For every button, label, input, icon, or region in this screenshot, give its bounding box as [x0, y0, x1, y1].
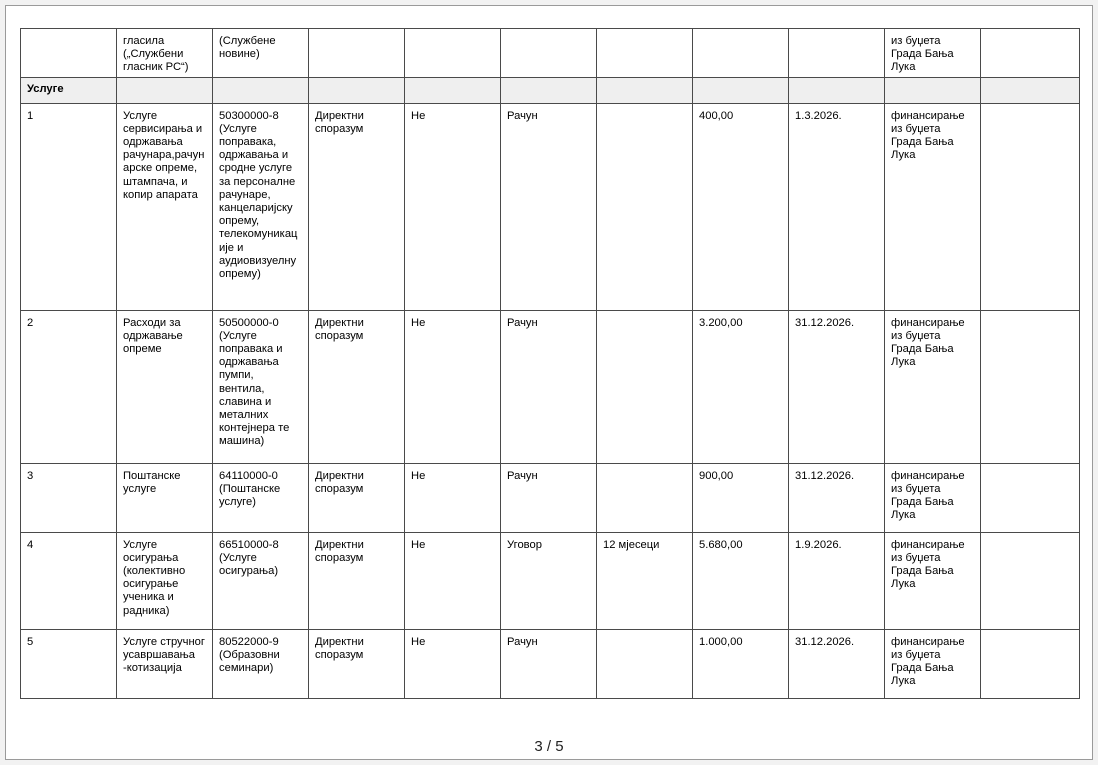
- cell-framework: Не: [405, 310, 501, 463]
- cell-note: [981, 463, 1080, 532]
- cell-num: 3: [21, 463, 117, 532]
- cell-name: Услуге стручног усавршавања -котизација: [117, 629, 213, 698]
- cell-name: Услуге сервисирања и одржавања рачунара,рачунарске опреме, штампача, и копир апарата: [117, 103, 213, 310]
- cell-code: (Службене новине): [213, 29, 309, 78]
- cell-funding: финансирање из буџета Града Бања Лука: [885, 463, 981, 532]
- cell-value: 5.680,00: [693, 532, 789, 629]
- cell-name: гласила („Службени гласник РС“): [117, 29, 213, 78]
- cell-start-date: 1.3.2026.: [789, 103, 885, 310]
- section-label: Услуге: [21, 77, 117, 103]
- cell-procedure: Директни споразум: [309, 310, 405, 463]
- cell-num: [21, 29, 117, 78]
- cell-code: 64110000-0 (Поштанске услуге): [213, 463, 309, 532]
- table-row: [21, 463, 1080, 532]
- cell-note: [981, 103, 1080, 310]
- table-row: [21, 310, 1080, 463]
- cell-note: [981, 29, 1080, 78]
- cell-start-date: 31.12.2026.: [789, 310, 885, 463]
- cell-code: 50500000-0 (Услуге поправака и одржавања пумпи, вентила, славина и металних контејнера те машина): [213, 310, 309, 463]
- cell-value: 1.000,00: [693, 629, 789, 698]
- procurement-plan-table: [20, 28, 1080, 699]
- cell-contract-type: Уговор: [501, 532, 597, 629]
- cell-duration: [597, 29, 693, 78]
- cell-funding: финансирање из буџета Града Бања Лука: [885, 532, 981, 629]
- cell-framework: Не: [405, 463, 501, 532]
- cell-duration: [597, 629, 693, 698]
- cell-procedure: Директни споразум: [309, 532, 405, 629]
- cell-start-date: 31.12.2026.: [789, 463, 885, 532]
- cell-funding: финансирање из буџета Града Бања Лука: [885, 310, 981, 463]
- cell-code: 50300000-8 (Услуге поправака, одржавања и сродне услуге за персоналне рачунаре, канцеларијску опрему, телекомуникације и аудиовизуелну опрему): [213, 103, 309, 310]
- table-row: [21, 532, 1080, 629]
- cell-name: Услуге осигурања (колективно осигурање ученика и радника): [117, 532, 213, 629]
- cell-procedure: [309, 29, 405, 78]
- cell-procedure: Директни споразум: [309, 463, 405, 532]
- cell-framework: [405, 29, 501, 78]
- cell-num: 1: [21, 103, 117, 310]
- cell-duration: 12 мјесеци: [597, 532, 693, 629]
- cell-name: Расходи за одржавање опреме: [117, 310, 213, 463]
- cell-contract-type: [501, 29, 597, 78]
- cell-framework: Не: [405, 629, 501, 698]
- document-page: [5, 5, 1093, 760]
- cell-note: [981, 532, 1080, 629]
- cell-contract-type: Рачун: [501, 629, 597, 698]
- cell-value: 3.200,00: [693, 310, 789, 463]
- cell-num: 2: [21, 310, 117, 463]
- cell-code: 80522000-9 (Образовни семинари): [213, 629, 309, 698]
- cell-note: [981, 629, 1080, 698]
- cell-contract-type: Рачун: [501, 103, 597, 310]
- cell-num: 4: [21, 532, 117, 629]
- section-row-services: [21, 77, 1080, 103]
- cell-name: Поштанске услуге: [117, 463, 213, 532]
- cell-value: 900,00: [693, 463, 789, 532]
- cell-contract-type: Рачун: [501, 463, 597, 532]
- cell-procedure: Директни споразум: [309, 629, 405, 698]
- table-row: [21, 629, 1080, 698]
- cell-value: [693, 29, 789, 78]
- cell-funding: финансирање из буџета Града Бања Лука: [885, 103, 981, 310]
- cell-num: 5: [21, 629, 117, 698]
- cell-value: 400,00: [693, 103, 789, 310]
- cell-note: [981, 310, 1080, 463]
- table-row: [21, 103, 1080, 310]
- cell-duration: [597, 103, 693, 310]
- cell-start-date: 31.12.2026.: [789, 629, 885, 698]
- table-row-continuation: [21, 29, 1080, 78]
- cell-funding: финансирање из буџета Града Бања Лука: [885, 629, 981, 698]
- cell-framework: Не: [405, 103, 501, 310]
- cell-procedure: Директни споразум: [309, 103, 405, 310]
- page-indicator: 3 / 5: [534, 738, 564, 755]
- cell-framework: Не: [405, 532, 501, 629]
- cell-funding: из буџета Града Бања Лука: [885, 29, 981, 78]
- cell-contract-type: Рачун: [501, 310, 597, 463]
- cell-start-date: 1.9.2026.: [789, 532, 885, 629]
- cell-code: 66510000-8 (Услуге осигурања): [213, 532, 309, 629]
- cell-duration: [597, 463, 693, 532]
- cell-start-date: [789, 29, 885, 78]
- cell-duration: [597, 310, 693, 463]
